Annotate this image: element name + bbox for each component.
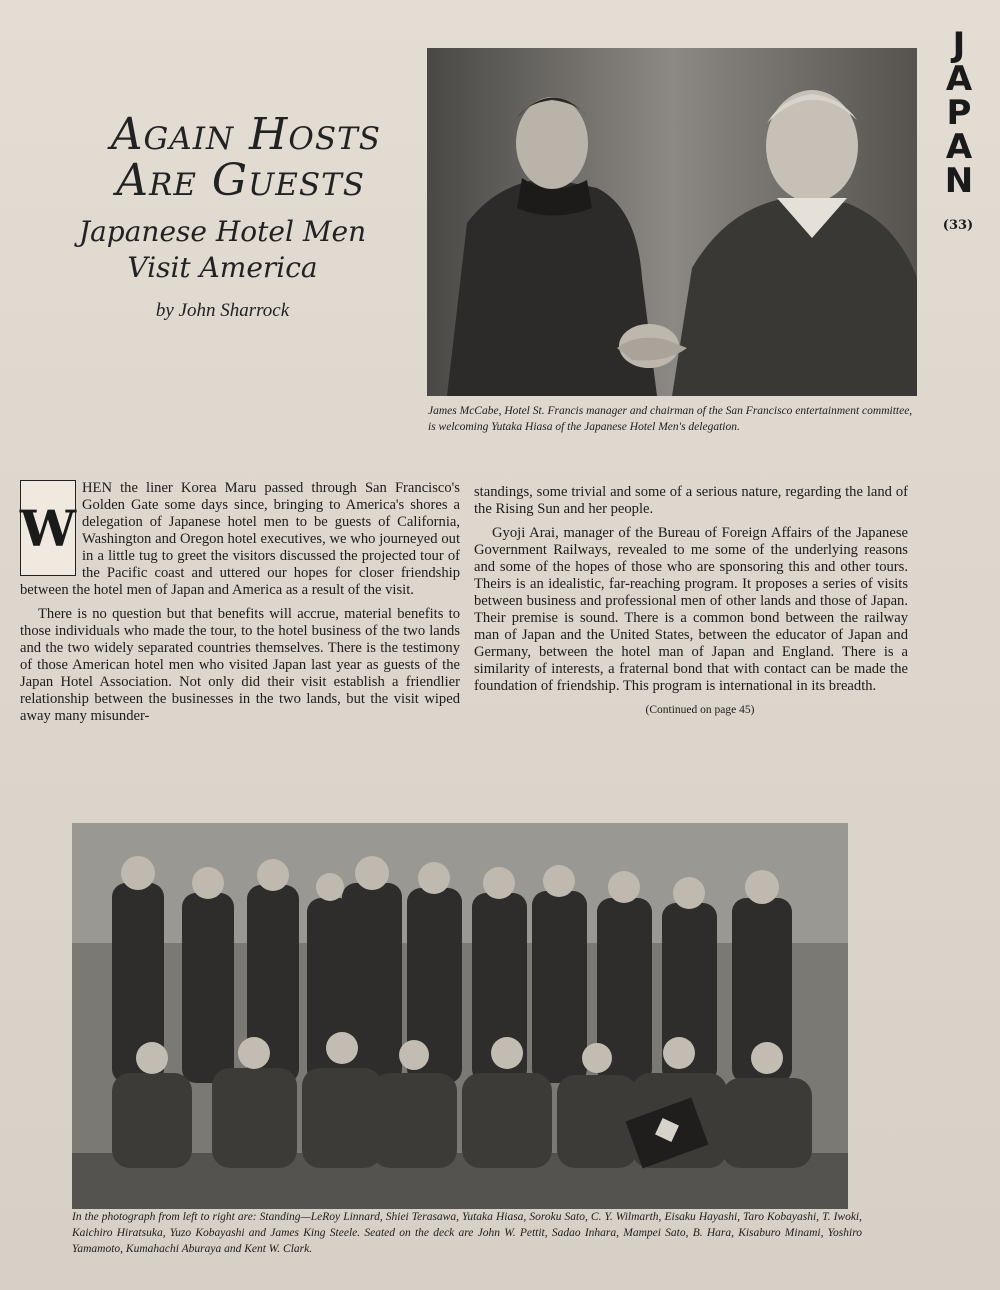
group-photo-illustration (72, 823, 848, 1209)
headline-line-1: Again Hosts (110, 109, 381, 160)
article-paragraph: Gyoji Arai, manager of the Bureau of Foreign Affairs of the Japanese Government Railways, revealed to me some of the underlying reasons and some of the hopes of those who are sponsoring this and other tours. Theirs is an idealistic, far-reaching program. It proposes a series of visits between business and professional men of other lands and those of Japan. Their premise is sound. There is a common bond between the railway man of Japan and the United States, between the educator of Japan and Germany, between the hotel man of Japan and England. There is a similarity of interests, a fraternal bond that with contact can be made the foundation of friendship. This program is international in its breadth. (474, 525, 908, 694)
byline: by John Sharrock (155, 300, 290, 321)
page-number: (33) (942, 218, 974, 233)
handshake-photo (427, 48, 917, 396)
dropcap-ornament (20, 480, 76, 576)
handshake-photo-illustration (427, 48, 917, 396)
handshake-caption: James McCabe, Hotel St. Francis manager and chairman of the San Francisco entertainment committee, is welcoming Yutaka Hiasa of the Japanese Hotel Men's delegation. (428, 405, 913, 433)
masthead-letter: A (945, 59, 973, 99)
masthead-japan (944, 25, 974, 201)
masthead-letter: P (946, 93, 972, 133)
article-column-left (20, 480, 460, 732)
subtitle-line-1: Japanese Hotel Men (78, 215, 367, 248)
article-column-right (474, 484, 908, 726)
group-photo (72, 823, 848, 1209)
dropcap-letter: W (19, 498, 77, 558)
article-paragraph (20, 480, 460, 599)
masthead-letter: A (945, 127, 973, 167)
masthead-letter: J (952, 25, 966, 65)
headline-line-2: Are Guests (116, 155, 365, 206)
group-caption: In the photograph from left to right are: Standing—LeRoy Linnard, Shiei Terasawa, Yutaka Hiasa, Soroku Sato, C. Y. Wilmarth, Eisaku Hayashi, Taro Kobayashi, T. Iwoki, Kaichiro Hiratsuka, Yuzo Kobayashi and James King Steele. Seated on the deck are John W. Pettit, Sadao Inhara, Mampei Sato, B. Hara, Kisaburo Minami, Yoshiro Yamamoto, Kumahachi Aburaya and Kent W. Clark. (72, 1211, 862, 1255)
article-paragraph-text: HEN the liner Korea Maru passed through San Francisco's Golden Gate some days since, bringing to America's shores a delegation of Japanese hotel men to be guests of California, Washington and Oregon hotel executives, we who journeyed out in a little tug to greet the visitors discussed the projected tour of the Pacific coast and uttered our hopes for closer friendship between the hotel men of Japan and America as a result of the visit. (20, 480, 460, 598)
article-paragraph: standings, some trivial and some of a serious nature, regarding the land of the Rising Sun and her people. (474, 484, 908, 517)
continued-note: (Continued on page 45) (645, 704, 755, 716)
subtitle-line-2: Visit America (127, 251, 318, 284)
masthead-letter: N (944, 161, 974, 201)
article-paragraph: There is no question but that benefits will accrue, material benefits to those individuals who made the tour, to the hotel business of the two lands and the two widely separated countries themselves. There is the testimony of those American hotel men who visited Japan last year as guests of the Japan Hotel Association. Not only did their visit establish a friendlier relationship between the businesses in the two lands, but the visit wiped away many misunder- (20, 606, 460, 724)
title-block (20, 109, 425, 322)
